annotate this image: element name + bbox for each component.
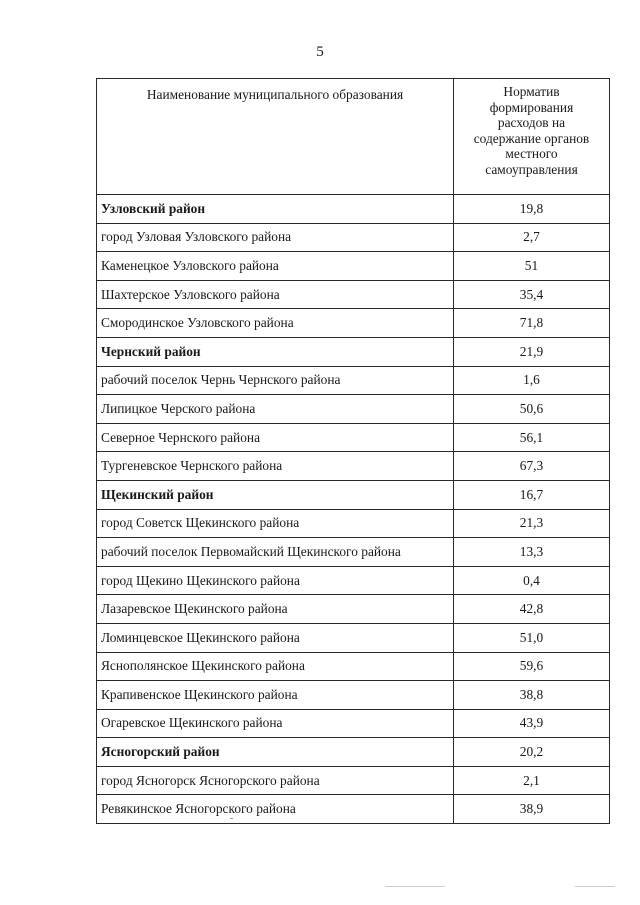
municipality-name: Лазаревское Щекинского района: [97, 595, 454, 624]
district-row: [97, 337, 610, 366]
table-row: [97, 309, 610, 338]
municipality-name: рабочий поселок Чернь Чернского района: [97, 366, 454, 395]
table-row: [97, 652, 610, 681]
norm-value: 19,8: [454, 195, 610, 224]
municipality-name: Ломинцевское Щекинского района: [97, 623, 454, 652]
district-row: [97, 738, 610, 767]
scan-artifact: [575, 886, 615, 887]
district-name: Чернский район: [97, 337, 454, 366]
header-norm-line: местного: [505, 146, 558, 161]
scan-artifact: [230, 818, 233, 819]
norm-value: 2,1: [454, 766, 610, 795]
norm-value: 20,2: [454, 738, 610, 767]
municipality-name: Смородинское Узловского района: [97, 309, 454, 338]
table-row: [97, 566, 610, 595]
table-row: [97, 538, 610, 567]
table-row: [97, 795, 610, 824]
municipality-name: город Щекино Щекинского района: [97, 566, 454, 595]
municipality-name: рабочий поселок Первомайский Щекинского района: [97, 538, 454, 567]
norm-value: 71,8: [454, 309, 610, 338]
table-row: [97, 223, 610, 252]
header-norm-line: содержание органов: [473, 130, 590, 146]
municipality-name: Крапивенское Щекинского района: [97, 681, 454, 710]
table-header-row: [97, 79, 610, 195]
norm-value: 2,7: [454, 223, 610, 252]
header-norm-line: формирования: [489, 99, 574, 115]
table-row: [97, 681, 610, 710]
header-norm-line: Норматив: [503, 84, 560, 99]
norm-value: 21,9: [454, 337, 610, 366]
header-norm-line: самоуправления: [485, 161, 578, 177]
norm-value: 50,6: [454, 395, 610, 424]
scan-artifact: [385, 886, 445, 887]
table-row: [97, 766, 610, 795]
table-row: [97, 595, 610, 624]
norm-value: 16,7: [454, 480, 610, 509]
norm-value: 38,8: [454, 681, 610, 710]
table-row: [97, 423, 610, 452]
table-row: [97, 623, 610, 652]
page-number: 5: [316, 44, 324, 60]
municipality-name: Шахтерское Узловского района: [97, 280, 454, 309]
table-row: [97, 252, 610, 281]
table-row: [97, 366, 610, 395]
municipality-name: Тургеневское Чернского района: [97, 452, 454, 481]
municipality-name: Липицкое Черского района: [97, 395, 454, 424]
norm-value: 42,8: [454, 595, 610, 624]
table-row: [97, 452, 610, 481]
table-row: [97, 709, 610, 738]
norm-value: 21,3: [454, 509, 610, 538]
norm-value: 43,9: [454, 709, 610, 738]
table-row: [97, 509, 610, 538]
norms-table: [96, 78, 610, 824]
norm-value: 51: [454, 252, 610, 281]
municipality-name: Яснополянское Щекинского района: [97, 652, 454, 681]
municipality-name: Ревякинское Ясногорского района: [97, 795, 454, 824]
norm-value: 13,3: [454, 538, 610, 567]
municipality-name: город Ясногорск Ясногорского района: [97, 766, 454, 795]
norm-value: 51,0: [454, 623, 610, 652]
district-name: Узловский район: [97, 195, 454, 224]
table-body: [97, 195, 610, 824]
norm-value: 38,9: [454, 795, 610, 824]
norm-value: 67,3: [454, 452, 610, 481]
table-row: [97, 280, 610, 309]
municipality-name: Северное Чернского района: [97, 423, 454, 452]
district-name: Ясногорский район: [97, 738, 454, 767]
header-expense-norm: [454, 79, 610, 195]
header-norm-line: расходов на: [497, 115, 566, 130]
norm-value: 1,6: [454, 366, 610, 395]
district-row: [97, 480, 610, 509]
norm-value: 0,4: [454, 566, 610, 595]
municipality-name: город Советск Щекинского района: [97, 509, 454, 538]
municipality-name: Огаревское Щекинского района: [97, 709, 454, 738]
district-name: Щекинский район: [97, 480, 454, 509]
table-row: [97, 395, 610, 424]
norm-value: 59,6: [454, 652, 610, 681]
norm-value: 35,4: [454, 280, 610, 309]
district-row: [97, 195, 610, 224]
norm-value: 56,1: [454, 423, 610, 452]
municipality-name: город Узловая Узловского района: [97, 223, 454, 252]
header-municipality-name: Наименование муниципального образования: [97, 79, 454, 195]
municipality-name: Каменецкое Узловского района: [97, 252, 454, 281]
